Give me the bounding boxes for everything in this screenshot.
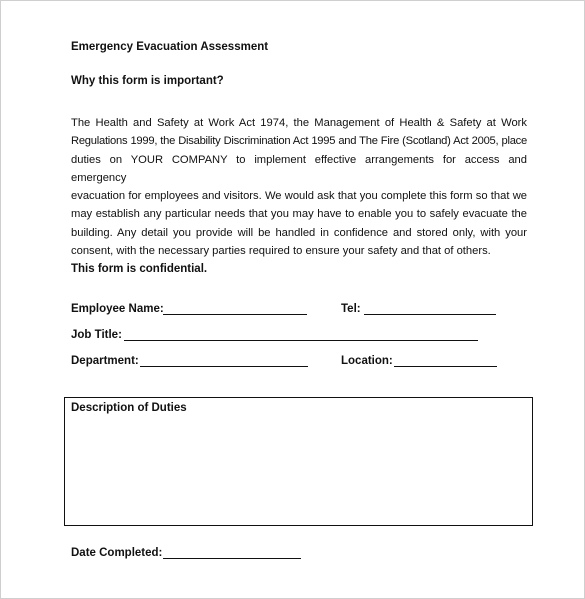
paragraph-line: building. Any detail you provide will be handled in confidence and stored only, with your [71, 226, 527, 239]
employee-name-field[interactable] [163, 314, 307, 315]
paragraph-line: The Health and Safety at Work Act 1974, the Management of Health & Safety at Work [71, 117, 527, 129]
paragraph-line: Regulations 1999, the Disability Discrimination Act 1995 and The Fire (Scotland) Act 2005, place [71, 135, 527, 148]
job-title-field[interactable] [124, 340, 478, 341]
paragraph-line: evacuation for employees and visitors. We would ask that you complete this form so that we [71, 190, 527, 203]
date-completed-label: Date Completed: [71, 547, 163, 559]
paragraph-line: duties on YOUR COMPANY to implement effective arrangements for access and emergency [71, 153, 527, 184]
description-of-duties-label: Description of Duties [71, 402, 187, 414]
department-field[interactable] [140, 366, 308, 367]
tel-label: Tel: [341, 303, 361, 315]
section-heading: Why this form is important? [71, 75, 224, 87]
date-completed-field[interactable] [163, 558, 301, 559]
paragraph-line: may establish any particular needs that you may have to enable you to safely evacuate the [71, 208, 527, 221]
employee-name-label: Employee Name: [71, 303, 164, 315]
department-label: Department: [71, 355, 139, 367]
confidential-note: This form is confidential. [71, 263, 208, 275]
intro-paragraph [71, 114, 527, 260]
paragraph-line: consent, with the necessary parties required to ensure your safety and that of others. [71, 245, 491, 258]
job-title-label: Job Title: [71, 329, 122, 341]
location-field[interactable] [394, 366, 497, 367]
document-title: Emergency Evacuation Assessment [71, 41, 269, 53]
description-of-duties-box[interactable] [64, 397, 533, 526]
location-label: Location: [341, 355, 393, 367]
tel-field[interactable] [364, 314, 496, 315]
